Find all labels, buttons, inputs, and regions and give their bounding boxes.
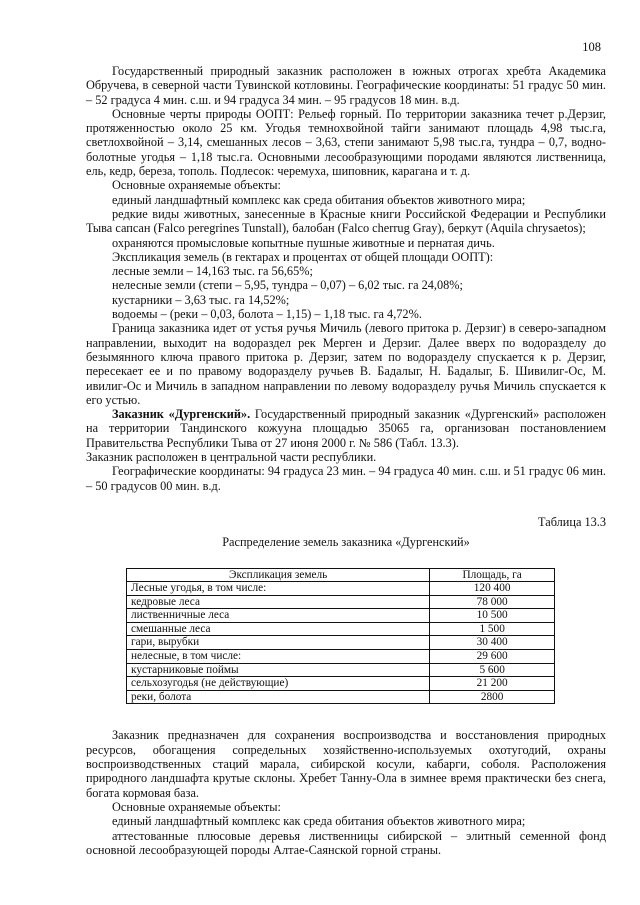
section-heading: Заказник «Дургенский».: [112, 407, 251, 422]
table-header-row: [127, 568, 555, 582]
area-cell: 78 000: [430, 595, 555, 609]
land-category-cell: лиственничные леса: [127, 609, 430, 623]
area-cell: 30 400: [430, 636, 555, 650]
paragraph: Заказник предназначен для сохранения воспроизводства и восстановления природных ресурсов, обогащения сопредельных хозяйственно-используемых охотугодий, охраны воспроизводственных стаций марала, сибирской косули, кабарги, соболя. Расположения природного ландшафта крутые склоны. Хребет Танну-Ола в зимнее время практически без снега, богата кормовая база.: [86, 728, 606, 800]
table-row: [127, 595, 555, 609]
table-row: [127, 677, 555, 691]
paragraph-location: Заказник расположен в центральной части республики.: [86, 450, 377, 465]
paragraph: единый ландшафтный комплекс как среда обитания объектов животного мира;: [112, 814, 526, 829]
table-row: [127, 663, 555, 677]
area-cell: 10 500: [430, 609, 555, 623]
table-row: [127, 650, 555, 664]
table-row: [127, 609, 555, 623]
area-cell: 2800: [430, 690, 555, 704]
table-row: [127, 622, 555, 636]
land-category-cell: смешанные леса: [127, 622, 430, 636]
area-cell: 21 200: [430, 677, 555, 691]
area-cell: 29 600: [430, 650, 555, 664]
land-category-cell: нелесные, в том числе:: [127, 650, 430, 664]
paragraph-dyrgen-intro: [86, 407, 606, 450]
paragraph: Основные черты природы ООПТ: Рельеф горный. По территории заказника течет р.Дерзиг, протяженностью около 25 км. Угодья темнохвойной тайги занимают площадь 4,98 тыс.га, светлохвойной – 3,14, смешанных лесов – 3,63, степи занимают 5,98 тыс.га, тундра – 0,7, водно-болотные угодья – 1,18 тыс.га. Основными лесообразующими породами являются лиственница, ель, кедр, береза, тополь. Подлесок: черемуха, шиповник, карагана и т. д.: [86, 106, 606, 179]
paragraph: аттестованные плюсовые деревья лиственницы сибирской – элитный семенной фонд основной лесообразующей породы Алтае-Саянской горной страны.: [86, 828, 606, 857]
paragraph: Основные охраняемые объекты:: [112, 799, 281, 814]
table-row: [127, 690, 555, 704]
paragraph-coordinates: Географические координаты: 94 градуса 23 мин. – 94 градуса 40 мин. с.ш. и 51 градус 06 мин. – 50 градусов 00 мин. в.д.: [86, 464, 606, 493]
paragraph: охраняются промысловые копытные пушные животные и пернатая дичь.: [112, 235, 495, 250]
table-title: Распределение земель заказника «Дургенский»: [222, 535, 470, 550]
area-cell: 1 500: [430, 622, 555, 636]
paragraph: Экспликация земель (в гектарах и процентах от общей площади ООПТ):: [112, 249, 494, 264]
land-category-cell: кедровые леса: [127, 595, 430, 609]
paragraph: водоемы – (реки – 0,03, болота – 1,15) – 1,18 тыс. га 4,72%.: [112, 307, 422, 322]
land-category-cell: гари, вырубки: [127, 636, 430, 650]
paragraph: нелесные земли (степи – 5,95, тундра – 0,07) – 6,02 тыс. га 24,08%;: [112, 278, 463, 293]
land-category-cell: реки, болота: [127, 690, 430, 704]
area-cell: 120 400: [430, 582, 555, 596]
page-content: [86, 64, 606, 857]
paragraph: Граница заказника идет от устья ручья Мичиль (левого притока р. Дерзиг) в северо-западном направлении, выходит на водораздел рек Мерген и Дерзиг. Далее вверх по водоразделу до безымянного ключа правого притока р. Дерзиг, затем по водоразделу спускается к р. Дерзиг, пересекает ее и по правому водоразделу ручьев В. Бадалыг, Н. Бадалыг, Б. Шивилиг-Ос, М. ивилиг-Ос и Мичиль в западном направлении по левому водоразделу ручья Мичиль спускается к его устью.: [86, 321, 606, 407]
section-derzig: [86, 64, 606, 407]
paragraph: Государственный природный заказник расположен в южных отрогах хребта Академика Обручева, в северной части Тувинской котловины. Географические координаты: 51 градус 50 мин. – 52 градуса 4 мин. с.ш. и 94 градуса 34 мин. – 95 градусов 18 мин. в.д.: [86, 64, 606, 107]
table-row: [127, 636, 555, 650]
page-number: 108: [582, 40, 601, 54]
land-distribution-table: [126, 568, 555, 705]
table-caption: Таблица 13.3: [538, 514, 606, 529]
table-row: [127, 582, 555, 596]
section-dyrgen-purpose: [86, 728, 606, 857]
table-header-cell: Площадь, га: [430, 568, 555, 582]
paragraph-text: Государственный природный заказник «Дургенский» расположен на территории Тандинского кожууна площадью 35065 га, организован постановлением Правительства Республики Тыва от 27 июня 2000 г. № 586 (Табл. 13.3).: [86, 407, 606, 450]
paragraph: Основные охраняемые объекты:: [112, 178, 281, 193]
land-category-cell: Лесные угодья, в том числе:: [127, 582, 430, 596]
paragraph: лесные земли – 14,163 тыс. га 56,65%;: [112, 264, 313, 279]
paragraph: единый ландшафтный комплекс как среда обитания объектов животного мира;: [112, 192, 526, 207]
land-category-cell: кустарниковые поймы: [127, 663, 430, 677]
land-category-cell: сельхозугодья (не действующие): [127, 677, 430, 691]
paragraph: редкие виды животных, занесенные в Красные книги Российской Федерации и Республики Тыва сапсан (Falco peregrines Tunstall), балобан (Falco cherrug Gray), беркут (Aquila chrysaetos);: [86, 206, 606, 236]
paragraph: кустарники – 3,63 тыс. га 14,52%;: [112, 292, 290, 307]
table-header-cell: Экспликация земель: [127, 568, 430, 582]
area-cell: 5 600: [430, 663, 555, 677]
